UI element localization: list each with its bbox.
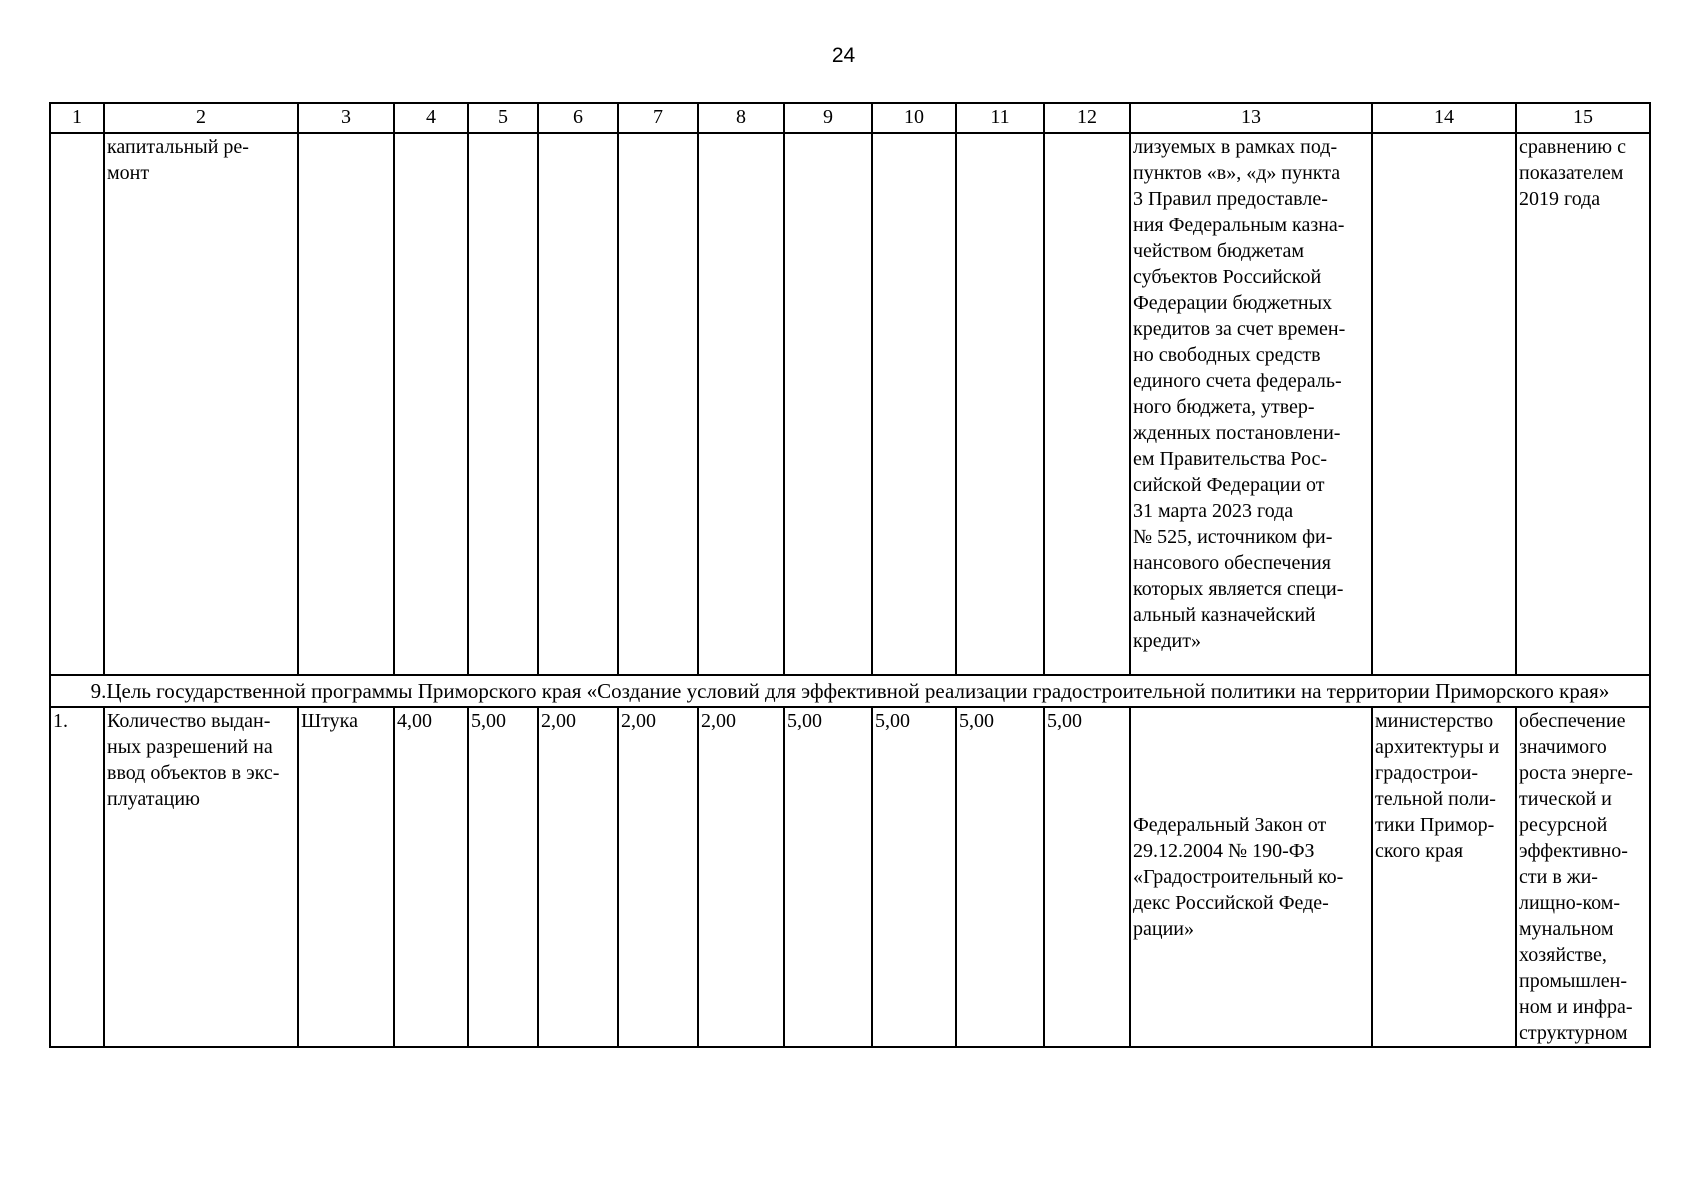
column-number: 15 <box>1516 103 1650 133</box>
empty-cell <box>872 133 956 675</box>
column-number: 14 <box>1372 103 1516 133</box>
unit-cell: Штука <box>298 707 394 1047</box>
legal-basis-cell: лизуемых в рамках под- пунктов «в», «д» пункта 3 Правил предоставле- ния Федеральным казна- чейством бюджетам субъектов Российской Федерации бюджетных кредитов за счет времен- но свободных средств единого счета федераль- ного бюджета, утвер- жденных постановлени- ем Правительства Рос- сийской Федерации от 31 марта 2023 года № 525, источником фи- нансового обеспечения которых является специ- альный казначейский кредит» <box>1130 133 1372 675</box>
empty-cell <box>394 133 468 675</box>
empty-cell <box>698 133 784 675</box>
column-number: 1 <box>50 103 104 133</box>
column-number: 6 <box>538 103 618 133</box>
empty-cell <box>298 133 394 675</box>
cell-spacer <box>1133 708 1369 812</box>
value-cell: 4,00 <box>394 707 468 1047</box>
value-cell: 5,00 <box>784 707 872 1047</box>
legal-basis-cell <box>1130 707 1372 1047</box>
column-number: 11 <box>956 103 1044 133</box>
goal-row <box>50 675 1650 707</box>
result-cell: обеспечение значимого роста энерге- тической и ресурсной эффективно- сти в жи- лищно-ком- мунальном хозяйстве, промышлен- ном и инфра- структурном <box>1516 707 1650 1047</box>
row-number-cell <box>50 133 104 675</box>
column-number: 7 <box>618 103 698 133</box>
value-cell: 5,00 <box>468 707 538 1047</box>
result-cell: сравнению с показателем 2019 года <box>1516 133 1650 675</box>
value-cell: 5,00 <box>956 707 1044 1047</box>
column-number: 4 <box>394 103 468 133</box>
value-cell: 5,00 <box>1044 707 1130 1047</box>
indicators-table <box>49 102 1651 1048</box>
column-number: 12 <box>1044 103 1130 133</box>
empty-cell <box>618 133 698 675</box>
value-cell: 2,00 <box>698 707 784 1047</box>
column-number: 10 <box>872 103 956 133</box>
empty-cell <box>784 133 872 675</box>
column-number: 13 <box>1130 103 1372 133</box>
column-number: 3 <box>298 103 394 133</box>
value-cell: 2,00 <box>538 707 618 1047</box>
continuation-row <box>50 133 1650 675</box>
legal-basis-text: Федеральный Закон от 29.12.2004 № 190-ФЗ «Градостроительный ко- декс Российской Феде- рации» <box>1133 814 1344 940</box>
page-number: 24 <box>831 44 856 67</box>
row-number-cell: 1. <box>50 707 104 1047</box>
column-number: 9 <box>784 103 872 133</box>
empty-cell <box>468 133 538 675</box>
empty-cell <box>956 133 1044 675</box>
column-number-row <box>50 103 1650 133</box>
indicator-name-cell: капитальный ре- монт <box>104 133 298 675</box>
responsible-cell: министерство архитектуры и градострои- тельной поли- тики Примор- ского края <box>1372 707 1516 1047</box>
empty-cell <box>1044 133 1130 675</box>
column-number: 5 <box>468 103 538 133</box>
column-number: 2 <box>104 103 298 133</box>
indicator-row <box>50 707 1650 1047</box>
goal-heading: 9.Цель государственной программы Приморского края «Создание условий для эффективной реализации градостроительной политики на территории Приморского края» <box>50 675 1650 707</box>
responsible-cell <box>1372 133 1516 675</box>
indicator-name-cell: Количество выдан- ных разрешений на ввод объектов в экс- плуатацию <box>104 707 298 1047</box>
empty-cell <box>538 133 618 675</box>
value-cell: 2,00 <box>618 707 698 1047</box>
column-number: 8 <box>698 103 784 133</box>
value-cell: 5,00 <box>872 707 956 1047</box>
